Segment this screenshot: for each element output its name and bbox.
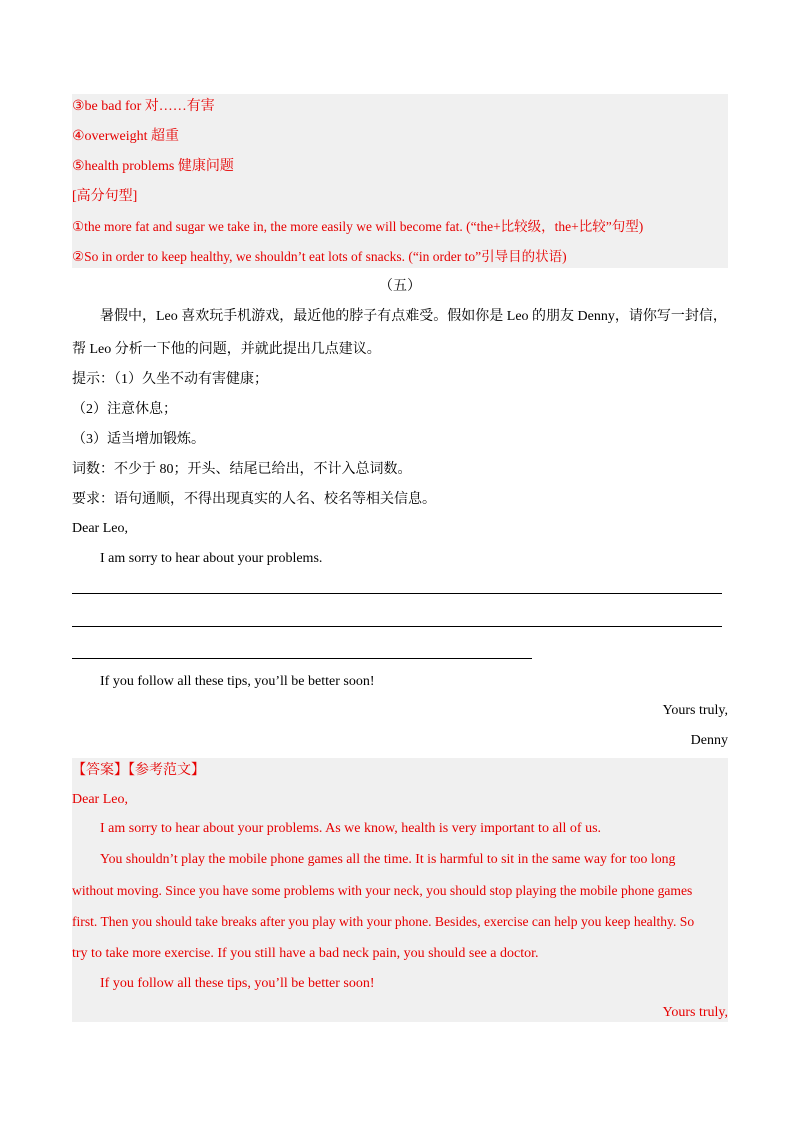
- letter-salutation: Dear Leo,: [72, 521, 128, 536]
- section-number: （五）: [379, 279, 421, 294]
- answer-line-5: try to take more exercise. If you still have a bad neck pain, you should see a doctor.: [72, 946, 539, 961]
- top-notes-shade: [72, 94, 728, 268]
- answer-line-2: You shouldn’t play the mobile phone games all the time. It is harmful to sit in the same way for too long: [100, 851, 676, 866]
- hint-3: （3）适当增加锻炼。: [72, 432, 205, 447]
- answer-line-6: If you follow all these tips, you’ll be better soon!: [100, 976, 375, 991]
- requirement: 要求：语句通顺，不得出现真实的人名、校名等相关信息。: [72, 492, 436, 507]
- sentence-1: ①the more fat and sugar we take in, the more easily we will become fat. (“the+比较级，the+比较”句型): [72, 219, 644, 234]
- letter-closing: If you follow all these tips, you’ll be better soon!: [100, 674, 375, 689]
- sentence-heading: [高分句型]: [72, 189, 138, 204]
- answer-line-4: first. Then you should take breaks after you play with your phone. Besides, exercise can help you keep healthy. So: [72, 914, 695, 929]
- hint-1: 提示：（1）久坐不动有害健康；: [72, 372, 268, 387]
- writing-line-3: [72, 658, 532, 659]
- note-overweight: ④overweight 超重: [72, 129, 180, 144]
- answer-line-1: I am sorry to hear about your problems. As we know, health is very important to all of us.: [100, 821, 602, 836]
- writing-line-1: [72, 593, 722, 594]
- writing-line-2: [72, 626, 722, 627]
- prompt-line-1: 暑假中，Leo 喜欢玩手机游戏，最近他的脖子有点难受。假如你是 Leo 的朋友 Denny，请你写一封信，: [100, 309, 727, 324]
- sentence-2: ②So in order to keep healthy, we shouldn’t eat lots of snacks. (“in order to”引导目的状语): [72, 249, 567, 264]
- answer-label: 【答案】【参考范文】: [72, 763, 205, 778]
- note-be-bad-for: ③be bad for 对……有害: [72, 99, 215, 114]
- hint-2: （2）注意休息；: [72, 402, 177, 417]
- note-health-problems: ⑤health problems 健康问题: [72, 159, 234, 174]
- answer-signoff: Yours truly,: [662, 1005, 728, 1020]
- prompt-line-2: 帮 Leo 分析一下他的问题，并就此提出几点建议。: [72, 342, 381, 357]
- word-count: 词数：不少于 80；开头、结尾已给出，不计入总词数。: [72, 462, 412, 477]
- answer-salutation: Dear Leo,: [72, 792, 128, 807]
- answer-line-3: without moving. Since you have some problems with your neck, you should stop playing the mobile phone games: [72, 883, 693, 898]
- letter-signoff: Yours truly,: [662, 703, 728, 718]
- letter-signature: Denny: [690, 733, 728, 748]
- letter-opening: I am sorry to hear about your problems.: [100, 551, 323, 566]
